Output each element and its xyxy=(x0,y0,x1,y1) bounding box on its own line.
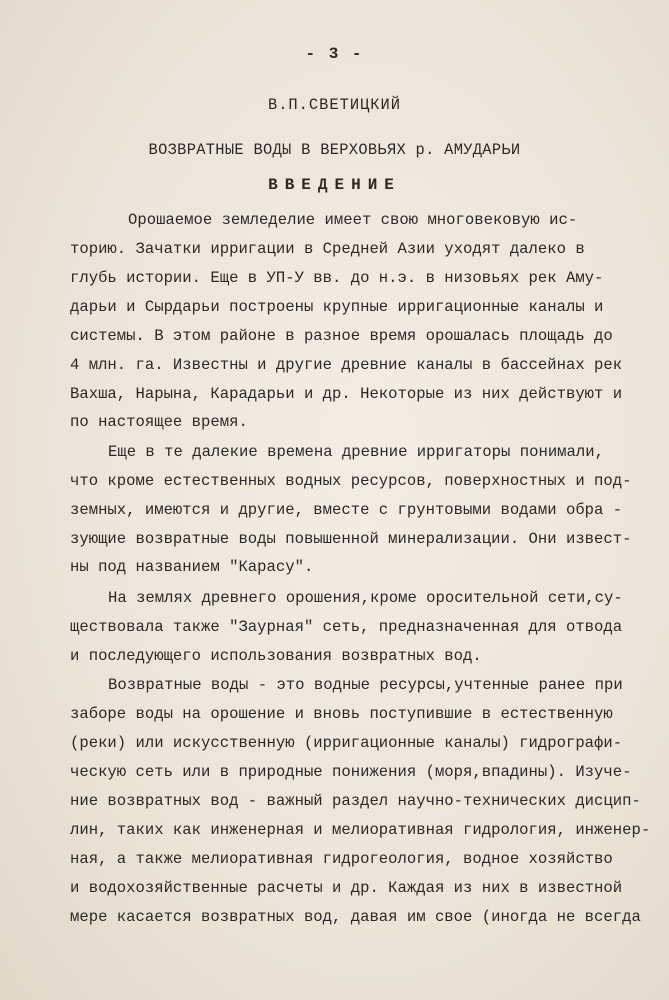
body-line: заборе воды на орошение и вновь поступившие в естественную xyxy=(70,705,613,723)
page-number: - 3 - xyxy=(305,45,364,63)
body-line: Возвратные воды - это водные ресурсы,учтенные ранее при xyxy=(108,676,623,694)
body-line: (реки) или искусственную (ирригационные каналы) гидрографи- xyxy=(70,734,623,752)
body-line: что кроме естественных водных ресурсов, поверхностных и под- xyxy=(70,472,632,490)
body-line: ны под названием "Карасу". xyxy=(70,558,314,576)
body-line: и последующего использования возвратных вод. xyxy=(70,647,482,665)
body-line: системы. В этом районе в разное время орошалась площадь до xyxy=(70,327,613,345)
body-line: глубь истории. Еще в УП-У вв. до н.э. в низовьях рек Аму- xyxy=(70,269,604,287)
body-line: лин, таких как инженерная и мелиоративная гидрология, инженер- xyxy=(70,821,651,839)
section-heading: ВВЕДЕНИЕ xyxy=(268,176,401,194)
body-line: ная, а также мелиоративная гидрогеология, водное хозяйство xyxy=(70,850,613,868)
body-line: ние возвратных вод - важный раздел научно-технических дисцип- xyxy=(70,792,641,810)
body-line: и водохозяйственные расчеты и др. Каждая из них в известной xyxy=(70,879,623,897)
body-line: На землях древнего орошения,кроме оросительной сети,су- xyxy=(108,589,623,607)
body-line: 4 млн. га. Известны и другие древние каналы в бассейнах рек xyxy=(70,356,623,374)
body-line: дарьи и Сырдарьи построены крупные ирригационные каналы и xyxy=(70,298,604,316)
document-title: ВОЗВРАТНЫЕ ВОДЫ В ВЕРХОВЬЯХ р. АМУДАРЬИ xyxy=(148,141,521,159)
body-line: Еще в те далекие времена древние ирригаторы понимали, xyxy=(108,443,604,461)
body-line: торию. Зачатки ирригации в Средней Азии уходят далеко в xyxy=(70,240,585,258)
body-line: Вахша, Нарына, Карадарьи и др. Некоторые из них действуют и xyxy=(70,385,623,403)
body-line: ществовала также "Заурная" сеть, предназначенная для отвода xyxy=(70,618,623,636)
body-line: зующие возвратные воды повышенной минерализации. Они извест- xyxy=(70,530,632,548)
body-line: земных, имеются и другие, вместе с грунтовыми водами обра - xyxy=(70,501,623,519)
body-line: по настоящее время. xyxy=(70,413,248,431)
body-line: Орошаемое земледелие имеет свою многовековую ис- xyxy=(128,211,578,229)
author-name: В.П.СВЕТИЦКИЙ xyxy=(267,96,402,114)
body-line: ческую сеть или в природные понижения (моря,впадины). Изуче- xyxy=(70,763,632,781)
body-line: мере касается возвратных вод, давая им свое (иногда не всегда xyxy=(70,908,641,926)
